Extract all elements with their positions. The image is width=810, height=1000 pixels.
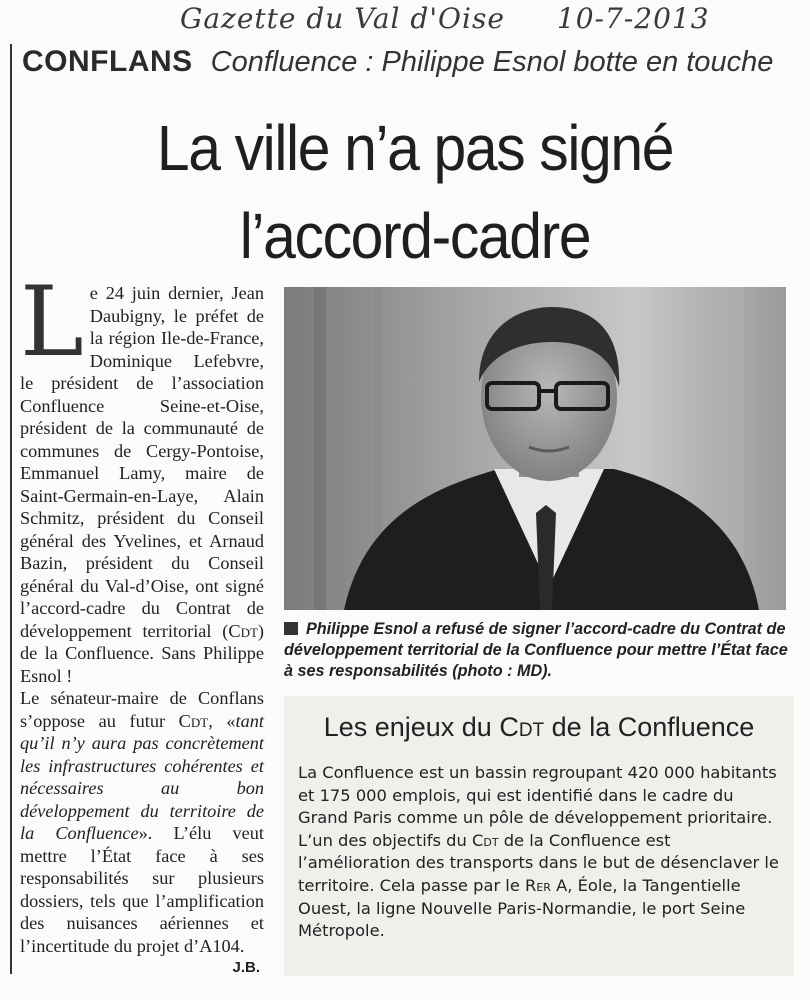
rer-abbrev: Rer xyxy=(525,875,551,895)
portrait-photo xyxy=(284,287,786,610)
kicker xyxy=(22,44,773,80)
info-box-text-3: A, Éole, la Tangentielle Ouest, la ligne Nouvelle Paris-Normandie, le port Seine Métropole. xyxy=(298,875,746,941)
info-box-title xyxy=(284,710,794,744)
portrait-illustration xyxy=(284,287,786,610)
article-quote: tant qu’il n’y aura pas concrètement les infrastructures cohérentes et nécessaires au bon développement du territoire de la Confluence xyxy=(20,710,264,843)
headline-line-1: La ville n’a pas signé xyxy=(156,112,674,184)
info-box-title-a: Les enjeux du xyxy=(323,712,500,742)
article-body xyxy=(20,266,264,980)
cdt-abbrev: Cdt xyxy=(228,620,258,641)
kicker-topic: Confluence : Philippe Esnol botte en touche xyxy=(210,46,774,78)
caption-text: Philippe Esnol a refusé de signer l’accord-cadre du Contrat de développement territorial de la Confluence pour mettre l’État face à ses responsabilités (photo : MD). xyxy=(284,620,788,680)
info-box-text-1: La Confluence est un bassin regroupant 420 000 habitants et 175 000 emplois, qui est identifié dans le cadre du Grand Paris comme un pôle de développement prioritaire. L’un des objectifs du xyxy=(298,763,777,850)
headline xyxy=(30,104,800,280)
article-text-2b: , « xyxy=(208,710,236,731)
info-box-text xyxy=(298,762,784,943)
caption-square-icon xyxy=(284,622,298,635)
cdt-abbrev: Cdt xyxy=(499,712,545,742)
column-rule xyxy=(10,44,12,974)
article-paragraph-2 xyxy=(20,687,264,976)
cdt-abbrev: Cdt xyxy=(178,710,209,731)
kicker-place: CONFLANS xyxy=(22,45,193,78)
article-text-1-end: ) de la Confluence. Sans Philippe Esnol ! xyxy=(20,620,264,686)
cdt-abbrev: Cdt xyxy=(471,830,499,850)
signature: J.B. xyxy=(232,959,260,976)
article-text-2c: ». L’élu veut mettre l’État face à ses responsabilités sur plusieurs dossiers, tels que l’amplification des nuisances aériennes et l’incertitude du projet d’A104. xyxy=(20,823,264,956)
article-text-2a: Le sénateur-maire de Conflans s’oppose au futur xyxy=(20,688,264,731)
handwritten-annotation xyxy=(180,2,710,35)
photo-caption xyxy=(284,619,794,682)
info-box-text-2: de la Confluence est l’amélioration des transports dans le but de désenclaver le territoire. Cela passe par le xyxy=(298,830,779,895)
article-paragraph-1 xyxy=(20,266,264,687)
drop-cap: L xyxy=(20,266,84,378)
info-box xyxy=(284,696,794,976)
headline-line-2: l’accord-cadre xyxy=(239,200,591,272)
handwritten-source: Gazette du Val d'Oise xyxy=(180,2,505,35)
handwritten-date: 10-7-2013 xyxy=(556,2,710,35)
info-box-title-b: de la Confluence xyxy=(544,712,755,742)
article-text-1: e 24 juin dernier, Jean Daubigny, le préfet de la région Ile-de-France, Dominique Lefebvre, le président de l’association Confluence Seine-et-Oise, président de la communauté de communes de Cergy-Pontoise, Emmanuel Lamy, maire de Saint-Germain-en-Laye, Alain Schmitz, président du Conseil général des Yvelines, et Arnaud Bazin, président du Conseil général du Val-d’Oise, ont signé l’accord-cadre du Contrat de développement territorial ( xyxy=(20,283,264,641)
